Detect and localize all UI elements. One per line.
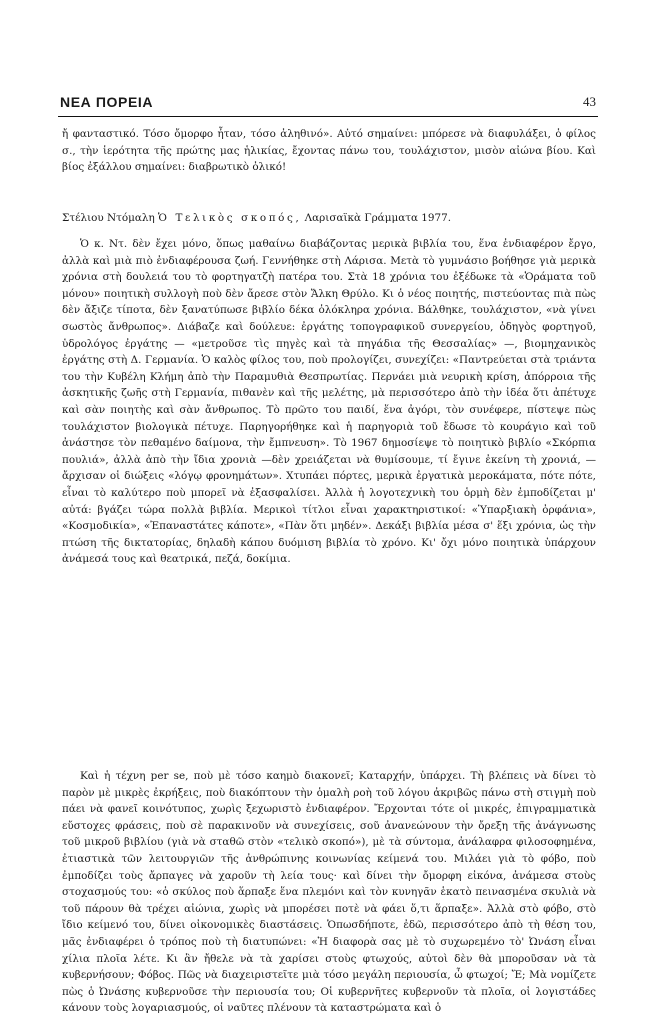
review-publisher: Λαρισαϊκὰ Γράμματα 1977. (304, 212, 452, 224)
review-author: Στέλιου Ντόμαλη (62, 212, 155, 224)
paragraph: Καὶ ἡ τέχνη per se, ποὺ μὲ τόσο καημὸ διακονεῖ; Καταρχήν, ὑπάρχει. Τὴ βλέπεις νὰ δίνει τὸ παρὸν μὲ μικρὲς ἐκρήξεις, ποὺ διακόπτουν τὴν ὁμαλὴ ροὴ τοῦ λόγου ἀκριβῶς πάνω στὴ στιγμὴ ποὺ πάει νὰ φανεῖ κοινότυπος, χωρὶς ξεχωριστὸ ἐνδιαφέρον. Ἔρχονται τότε οἱ μικρές, ἐπιγραμματικὰ εὔστοχες φράσεις, ποὺ σὲ παρακινοῦν νὰ συνεχίσεις, σοῦ ἀνανεώνουν τὴν ὄρεξη τῆς ἀνάγνωσης τοῦ μικροῦ βιβλίου (γιὰ νὰ σταθῶ στὸν «τελικὸ σκοπό»), μὲ τὰ σύντομα, ἀνάλαφρα φιλοσοφημένα, ἐτιαστικὰ τῶν λειτουργιῶν τῆς ἀνθρώπινης κοινωνίας κείμενά του. Μιλάει γιὰ τὸ φόβο, ποὺ ἐμποδίζει τοὺς ἄρπαγες νὰ χαροῦν τὴ λεία τους· καὶ δίνει τὴν ὄμορφη εἰκόνα, ἀνάμεσα στοὺς στοχασμούς του: «ὁ σκύλος ποὺ ἅρπαξε ἕνα πλεμόνι καὶ τὸν κυνηγᾶν ἑκατὸ πεινασμένα σκυλιὰ νὰ τοῦ πάρουν θὰ τρέχει αἰώνια, χωρὶς νὰ μπορέσει ποτὲ νὰ φάει ὅ,τι ἅρπαξε». Ἀλλὰ στὸ φόβο, στὸ ἴδιο κείμενό του, δίνει οἰκονομικὲς διαστάσεις. Ὁπωσδήποτε, ἐδῶ, περισσότερο ἀπὸ τὴ θέση του, μᾶς ἐνδιαφέρει ὁ τρόπος ποὺ τὴ διατυπώνει: «Ἡ διαφορὰ σας μὲ τὸ συχωρεμένο τὸ' Ὠνάση εἶναι χίλια πλοῖα λέτε. Κι ἂν ἤθελε νὰ τὰ χαρίσει στοὺς φτωχούς, αὐτοὶ δὲν θὰ μποροῦσαν νὰ τὰ κυβερνήσουν; Φόβος. Πῶς νὰ διαχειριστεῖτε μιὰ τόσο μεγάλη περιουσία, ὦ φτωχοί; Ἔ; Μὰ νομίζετε πὼς ὁ Ὠνάσης κυβερνοῦσε τὴν περιουσία του; Οἱ κυβερνῆτες κυβερνοῦν τὰ πλοῖα, οἱ λογιστάδες κάνουν τοὺς λογαριασμούς, οἱ ναῦτες πλένουν τὰ καταστρώματα καὶ ὁ (62, 770, 596, 1015)
journal-title: ΝΕΑ ΠΟΡΕΙΑ (60, 94, 154, 110)
page-number: 43 (583, 94, 596, 109)
review-heading (62, 210, 596, 227)
running-header (60, 94, 596, 114)
continued-paragraph (62, 126, 596, 176)
review-body-first (62, 236, 596, 568)
review-body-second (62, 768, 596, 1017)
header-rule (58, 116, 598, 117)
paragraph: Ὁ κ. Ντ. δὲν ἔχει μόνο, ὅπως μαθαίνω διαβάζοντας μερικὰ βιβλία του, ἕνα ἐνδιαφέρον ἔργο, ἀλλὰ καὶ μιὰ πιὸ ἐνδιαφέρουσα ζωή. Γεννήθηκε στὴ Λάρισα. Μετὰ τὸ γυμνάσιο βοήθησε γιὰ μερικὰ χρόνια στὴ δουλειά του τὸ φορτηγατζὴ πατέρα του. Στὰ 18 χρόνια του ἐξέδωκε τὰ «Ὁράματα τοῦ μόνου» ποιητικὴ συλλογὴ ποὺ δὲν ἄρεσε στὸν Ἄλκη Θρύλο. Κι ὁ νέος ποιητής, πιστεύοντας πιὰ πὼς δὲν ἄξιζε τίποτα, δὲν ξανατύπωσε βιβλίο δέκα ὁλόκληρα χρόνια. Βάλθηκε, τουλάχιστον, «νὰ γίνει σωστὸς ἄνθρωπος». Διάβαζε καὶ δούλευε: ἐργάτης τοπογραφικοῦ συνεργείου, ὁδηγὸς φορτηγοῦ, ὑδρολόγος ἐργάτης — «μετροῦσε τὶς πηγὲς καὶ τὰ πηγάδια τῆς Θεσσαλίας» —, βιομηχανικὸς ἐργάτης στὴ Δ. Γερμανία. Ὁ καλὸς φίλος του, ποὺ προλογίζει, συνεχίζει: «Παντρεύεται στὰ τριάντα του τὴν Κυβέλη Κλήμη ἀπὸ τὴν Παραμυθιὰ Θεσπρωτίας. Περνάει μιὰ νευρικὴ κρίση, ἀπόρροια τῆς ἀσκητικῆς ζωῆς στὴ Γερμανία, πιθανὲν καὶ τῆς μελέτης, μὰ περισσότερο ἀπὸ τὴν ἰδέα ὅτι ἀπέτυχε καὶ σὰν ποιητὴς καὶ σὰν ἄνθρωπος. Τὸ πρῶτο του παιδί, ἕνα ἀγόρι, τὸν συνέφερε, πίστεψε πὼς τουλάχιστον βιολογικὰ πέτυχε. Παρηγορήθηκε καὶ ἡ παρηγοριὰ τοῦ ἔδωσε τὸ κουράγιο καὶ τοῦ ἀνάστησε τὸν πεθαμένο δαίμονα, τὴν ἔμπνευση». Τὸ 1967 δημοσίεψε τὸ ποιητικὸ βιβλίο «Σκόρπια πουλιά», ἀλλὰ ἀπὸ τὴν ἴδια χρονιὰ —δὲν χρειάζεται νὰ θυμίσουμε, τί ἔγινε ἐκείνη τὴ χρονιά, — ἄρχισαν οἱ διώξεις «λόγῳ φρονημάτων». Χτυπάει πόρτες, μερικὰ ἐργατικὰ μεροκάματα, πότε πότε, εἶναι τὸ καλύτερο ποὺ μπορεῖ νὰ ἐξασφαλίσει. Ἀλλὰ ἡ λογοτεχνικὴ του ὁρμὴ δὲν ἐμποδίζεται μ' αὐτά: βγάζει τώρα πολλὰ βιβλία. Μερικοὶ τίτλοι εἶναι χαρακτηριστικοί: «Ὑπαρξιακὴ ὀρφάνια», «Κοσμοδικία», «Ἐπαναστάτες κάποτε», «Πὰν ὅτι μηδέν». Δεκάξι βιβλία μέσα σ' ἕξι χρόνια, ὡς τὴν πτώση τῆς δικτατορίας, δηλαδὴ κάπου δυόμιση βιβλία τὸ χρόνο. Κι' ὄχι μόνο ποιητικὰ ὑπάρχουν ἀνάμεσά τους καὶ θεατρικά, πεζά, δοκίμια. (62, 238, 596, 566)
continuation-text: ἤ φανταστικό. Τόσο ὄμορφο ἦταν, τόσο ἀληθινό». Αὐτό σημαίνει: μπόρεσε νὰ διαφυλάξει, ὁ φίλος σ., τὴν ἱερότητα τῆς πρώτης μας ἡλικίας, ἔχοντας πάνω του, τουλάχιστον, μισὸν αἰώνα βίου. Καὶ βίος ἐξάλλου σημαίνει: διαβρωτικὸ ὀλικό! (62, 128, 596, 174)
review-title: Ὁ Τελικὸς σκοπός, (158, 212, 302, 224)
